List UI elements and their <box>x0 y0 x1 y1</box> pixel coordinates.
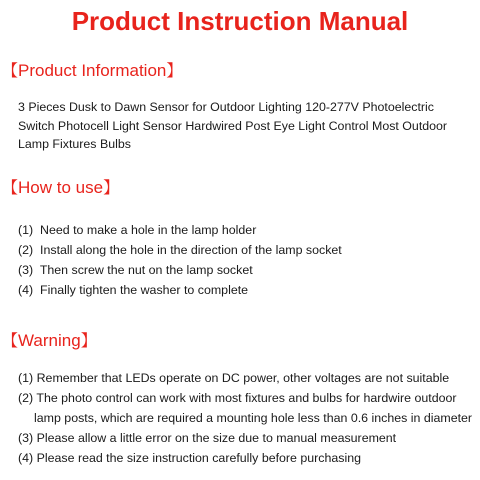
list-item-number: (3) <box>18 263 34 277</box>
bracket-close: 】 <box>166 61 183 80</box>
list-item-number: (3) <box>18 431 34 445</box>
list-item <box>18 368 476 388</box>
list-item <box>18 388 476 408</box>
list-item-text: Please allow a little error on the size due to manual measurement <box>36 431 397 445</box>
list-item <box>18 260 476 280</box>
list-item-text: Install along the hole in the direction of the lamp socket <box>40 243 342 257</box>
list-item-number: (2) <box>18 391 34 405</box>
list-item <box>18 428 476 448</box>
list-item-text: Then screw the nut on the lamp socket <box>39 263 253 277</box>
list-item-continuation <box>18 408 476 428</box>
section-heading-label: Warning <box>18 331 81 350</box>
list-item-text: Please read the size instruction carefully before purchasing <box>36 451 362 465</box>
bracket-open: 【 <box>2 61 19 80</box>
list-item-text: Finally tighten the washer to complete <box>40 283 249 297</box>
list-item-text: The photo control can work with most fixtures and bulbs for hardwire outdoor <box>36 391 457 405</box>
list-item <box>18 280 476 300</box>
warning-list <box>18 368 476 468</box>
bracket-close: 】 <box>80 331 97 350</box>
section-heading-product-information <box>2 60 182 82</box>
section-heading-label: How to use <box>18 178 104 197</box>
page-title: Product Instruction Manual <box>71 6 409 36</box>
section-heading-warning <box>2 330 97 352</box>
section-heading-how-to-use <box>2 177 119 199</box>
list-item-number: (2) <box>18 243 34 257</box>
list-item <box>18 240 476 260</box>
list-item-text: lamp posts, which are required a mounting hole less than 0.6 inches in diameter <box>34 411 473 425</box>
bracket-close: 】 <box>103 178 120 197</box>
bracket-open: 【 <box>2 331 19 350</box>
product-description: 3 Pieces Dusk to Dawn Sensor for Outdoor Lighting 120-277V Photoelectric Switch Photocell Light Sensor Hardwired Post Eye Light Control Most Outdoor Lamp Fixtures Bulbs <box>18 100 448 151</box>
list-item <box>18 220 476 240</box>
list-item-text: Need to make a hole in the lamp holder <box>40 223 257 237</box>
list-item-number: (4) <box>18 283 34 297</box>
section-heading-label: Product Information <box>18 61 167 80</box>
list-item-text: Remember that LEDs operate on DC power, other voltages are not suitable <box>36 371 450 385</box>
bracket-open: 【 <box>2 178 19 197</box>
list-item-number: (1) <box>18 371 34 385</box>
list-item-number: (4) <box>18 451 34 465</box>
list-item <box>18 448 476 468</box>
how-to-use-list <box>18 220 476 300</box>
list-item-number: (1) <box>18 223 34 237</box>
